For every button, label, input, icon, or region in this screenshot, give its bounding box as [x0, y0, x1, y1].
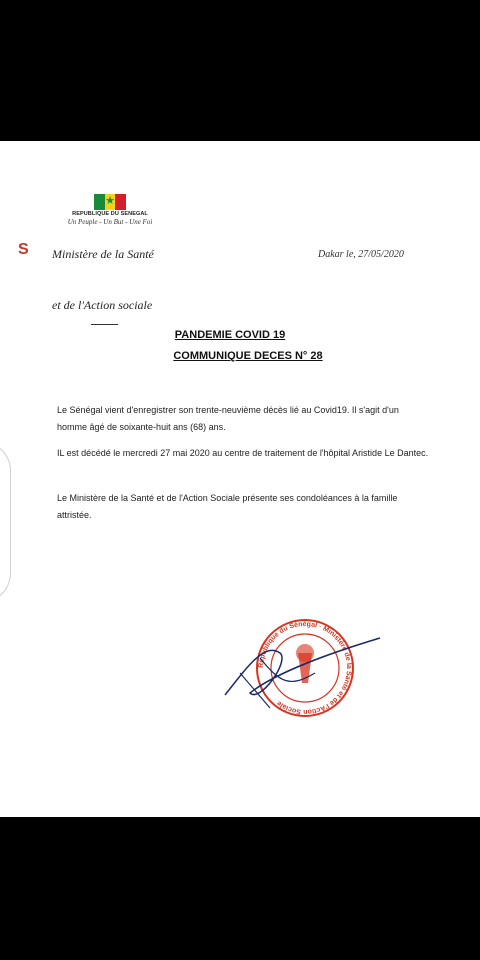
paragraph-2: IL est décédé le mercredi 27 mai 2020 au centre de traitement de l'hôpital Aristide Le Dantec. [57, 448, 429, 458]
ministry-name: Ministère de la Santé [52, 247, 154, 261]
ministry-name-line2: et de l'Action sociale [52, 298, 153, 312]
document-date: Dakar le, 27/05/2020 [318, 249, 404, 260]
paragraph-3: Le Ministère de la Santé et de l'Action Sociale présente ses condoléances à la famille attristée. [57, 493, 398, 520]
header-divider [91, 324, 118, 325]
national-motto: Un Peuple - Un But - Une Foi [67, 218, 153, 226]
ministry-logo-icon: S [18, 241, 29, 258]
page-edge-curve [0, 441, 11, 603]
paragraph-1: Le Sénégal vient d'enregistrer son trente-neuvième décès lié au Covid19. Il s'agit d'un homme âgé de soixante-huit ans (68) ans. [57, 405, 399, 432]
senegal-flag-icon: ★ [94, 194, 126, 210]
document-page [0, 141, 480, 817]
official-stamp-icon [220, 613, 390, 723]
document-subtitle: COMMUNIQUE DECES N° 28 [173, 350, 323, 362]
document-title: PANDEMIE COVID 19 [174, 329, 286, 341]
republic-heading: REPUBLIQUE DU SENEGAL [72, 211, 148, 217]
stamp-text: République du Sénégal · Ministère de la Santé et de l'Action Sociale [257, 620, 353, 716]
